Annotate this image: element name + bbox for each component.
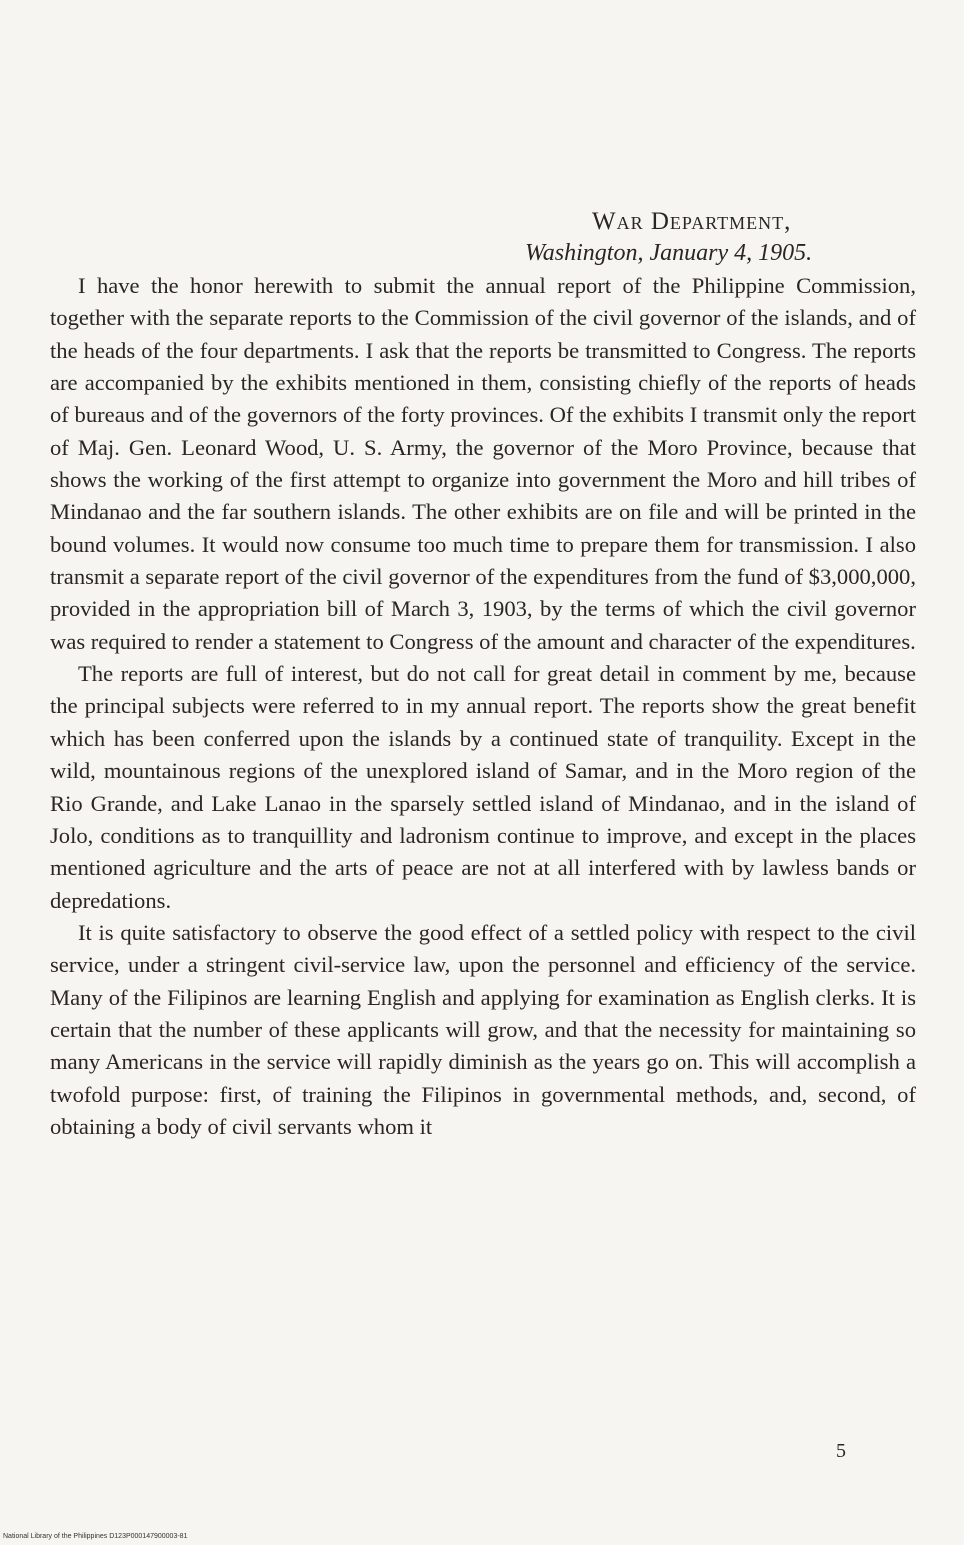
letter-body bbox=[50, 270, 916, 1143]
page-number: 5 bbox=[836, 1440, 846, 1462]
paragraph-1: I have the honor herewith to submit the annual report of the Philippine Commission, together with the separate reports to the Commission of the civil governor of the islands, and of the heads of the four departments. I ask that the reports be transmitted to Congress. The reports are accompanied by the exhibits mentioned in them, consisting chiefly of the reports of heads of bureaus and of the governors of the forty provinces. Of the exhibits I transmit only the report of Maj. Gen. Leonard Wood, U. S. Army, the governor of the Moro Province, because that shows the working of the first attempt to organize into government the Moro and hill tribes of Mindanao and the far southern islands. The other exhibits are on file and will be printed in the bound volumes. It would now consume too much time to prepare them for transmission. I also transmit a separate report of the civil governor of the expenditures from the fund of $3,000,000, provided in the appropriation bill of March 3, 1903, by the terms of which the civil governor was required to render a statement to Congress of the amount and character of the expenditures. bbox=[50, 273, 916, 654]
scan-credit-footer: National Library of the Philippines D123P000147900003-81 bbox=[3, 1533, 188, 1540]
dateline: Washington, January 4, 1905. bbox=[525, 240, 813, 266]
paragraph-3: It is quite satisfactory to observe the good effect of a settled policy with respect to the civil service, under a stringent civil-service law, upon the personnel and efficiency of the service. Many of the Filipinos are learning English and applying for examination as English clerks. It is certain that the number of these applicants will grow, and that the necessity for maintaining so many Americans in the service will rapidly diminish as the years go on. This will accomplish a twofold purpose: first, of training the Filipinos in governmental methods, and, second, of obtaining a body of civil servants whom it bbox=[50, 919, 916, 1139]
paragraph-2: The reports are full of interest, but do not call for great detail in comment by me, because the principal subjects were referred to in my annual report. The reports show the great benefit which has been conferred upon the islands by a continued state of tranquility. Except in the wild, mountainous regions of the unexplored island of Samar, and in the Moro region of the Rio Grande, and Lake Lanao in the sparsely settled island of Mindanao, and in the island of Jolo, conditions as to tranquillity and ladronism continue to improve, and except in the places mentioned agriculture and the arts of peace are not at all interfered with by lawless bands or depredations. bbox=[50, 661, 916, 913]
department-heading: War Department, bbox=[592, 208, 792, 235]
